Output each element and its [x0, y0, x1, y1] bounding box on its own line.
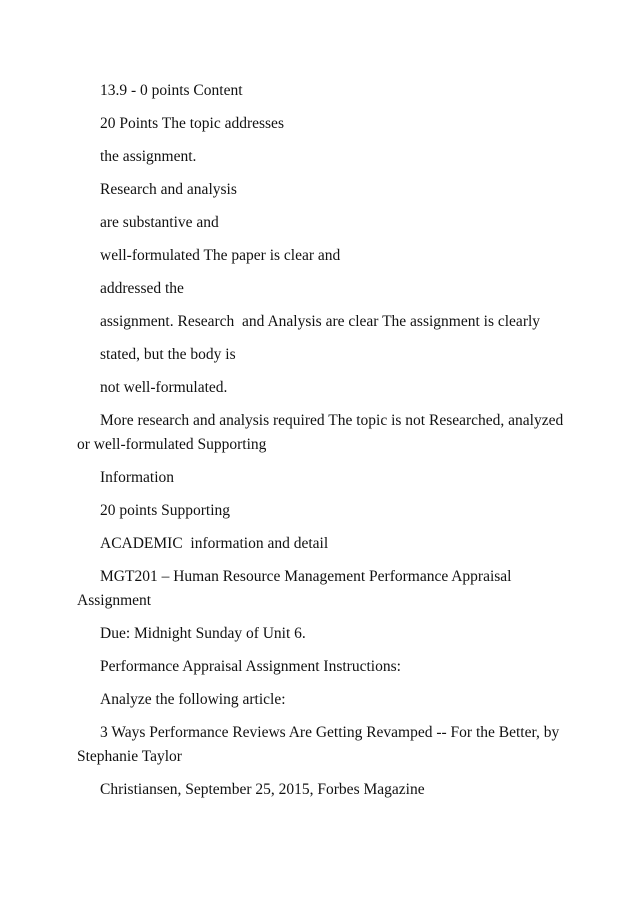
paragraph: addressed the [100, 280, 184, 297]
paragraph: Christiansen, September 25, 2015, Forbes Magazine [100, 781, 425, 798]
paragraph: stated, but the body is [100, 346, 236, 363]
paragraph: 13.9 - 0 points Content [100, 82, 243, 99]
paragraph: not well-formulated. [100, 379, 228, 396]
paragraph: MGT201 – Human Resource Management Performance Appraisal Assignment [77, 568, 515, 609]
paragraph: 20 Points The topic addresses [100, 115, 284, 132]
paragraph: ACADEMIC information and detail [100, 535, 329, 552]
paragraph: well-formulated The paper is clear and [100, 247, 341, 264]
document-body [77, 79, 567, 811]
paragraph: More research and analysis required The topic is not Researched, analyzed or well-formulated Supporting [77, 412, 568, 453]
paragraph: Information [100, 469, 175, 486]
paragraph: are substantive and [100, 214, 219, 231]
paragraph: 3 Ways Performance Reviews Are Getting Revamped -- For the Better, by Stephanie Taylor [77, 724, 564, 765]
paragraph: Analyze the following article: [100, 691, 286, 708]
paragraph: Research and analysis [100, 181, 237, 198]
paragraph: Performance Appraisal Assignment Instructions: [100, 658, 401, 675]
paragraph: the assignment. [100, 148, 197, 165]
paragraph: assignment. Research and Analysis are clear The assignment is clearly [100, 313, 541, 330]
paragraph: 20 points Supporting [100, 502, 231, 519]
paragraph: Due: Midnight Sunday of Unit 6. [100, 625, 306, 642]
